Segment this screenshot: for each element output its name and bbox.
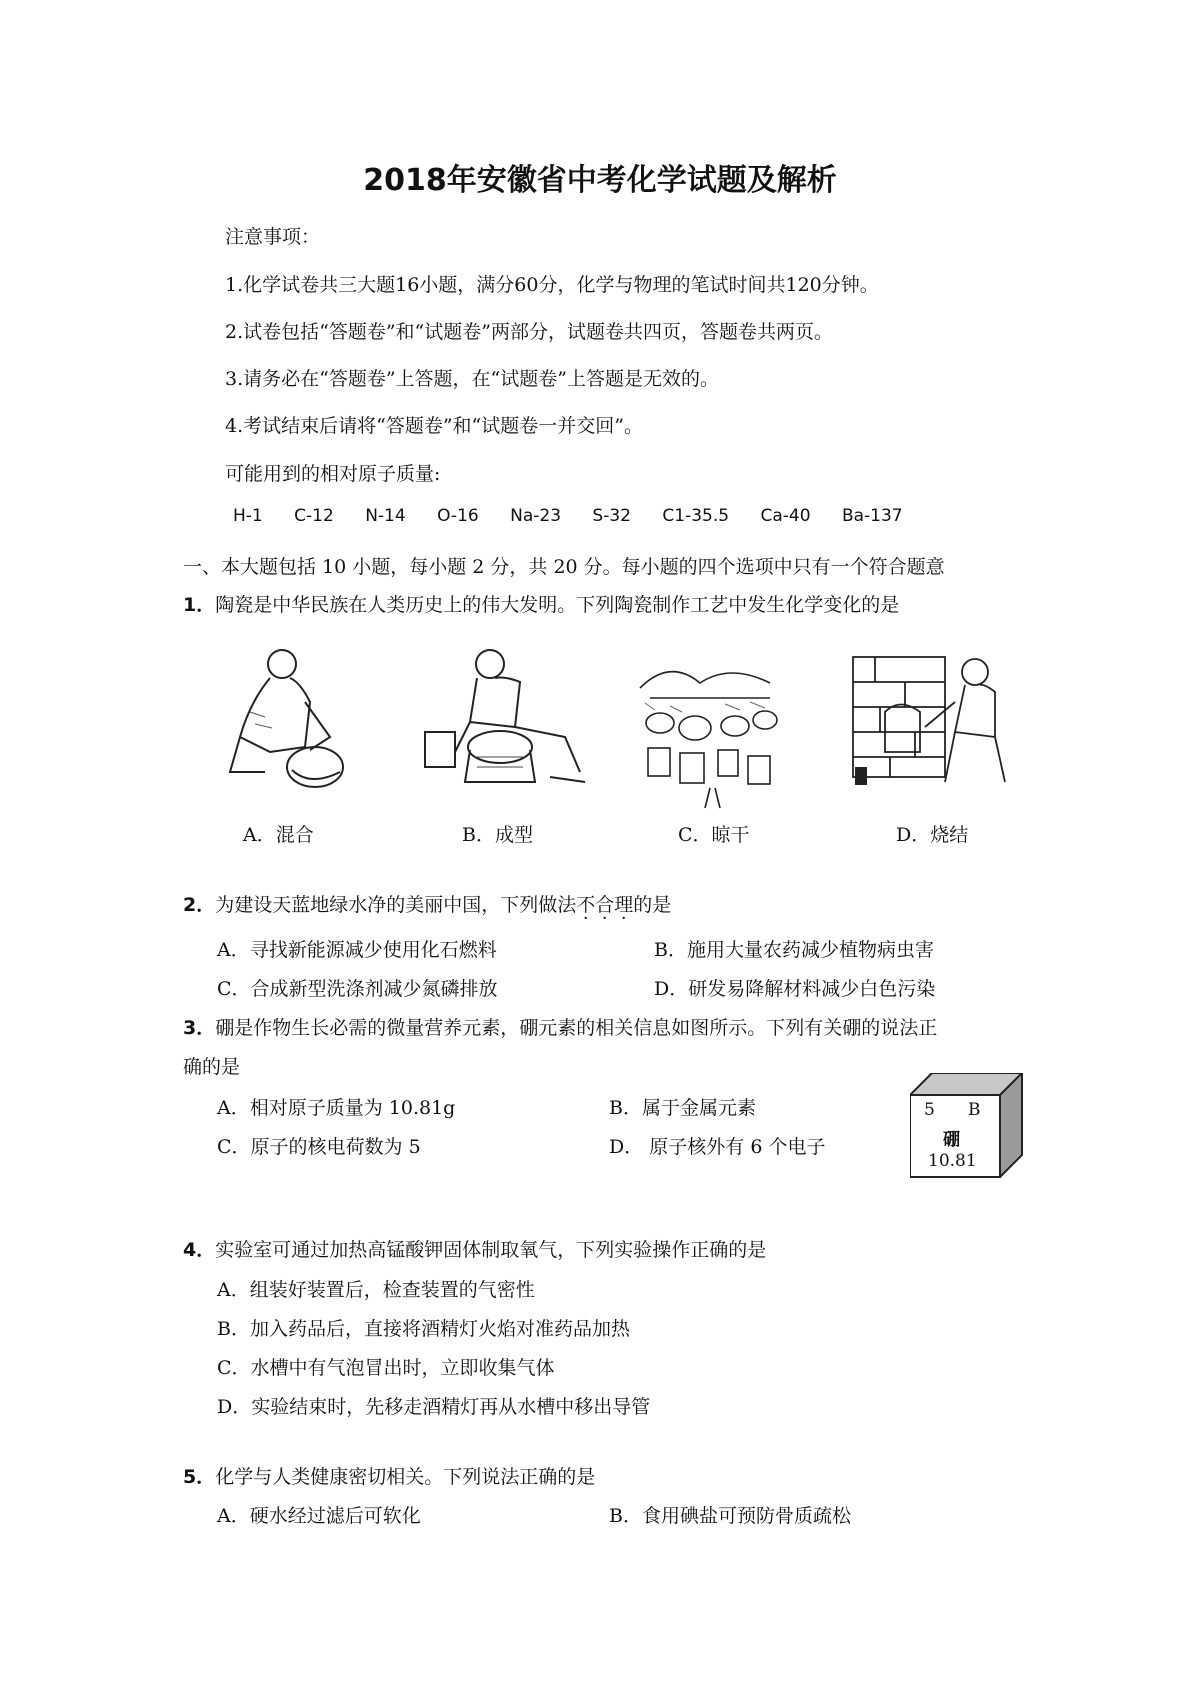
question-4: [183, 1235, 766, 1262]
q2-option-d: D．研发易降解材料减少白色污染: [654, 978, 936, 1000]
q3-option-d: D． 原子核外有 6 个电子: [609, 1136, 826, 1158]
q4-option-a: A．组装好装置后，检查装置的气密性: [217, 1279, 535, 1301]
question-3-text-1: 硼是作物生长必需的微量营养元素，硼元素的相关信息如图所示。下列有关硼的说法正: [215, 1017, 938, 1039]
question-1-text: 陶瓷是中华民族在人类历史上的伟大发明。下列陶瓷制作工艺中发生化学变化的是: [215, 594, 900, 616]
emphasis-char-3: 理: [614, 894, 634, 916]
question-4-number: 4．: [183, 1239, 216, 1261]
question-4-text: 实验室可通过加热高锰酸钾固体制取氧气，下列实验操作正确的是: [215, 1239, 767, 1261]
mass-h: H-1: [233, 506, 263, 526]
element-atomic-number: 5: [924, 1100, 935, 1120]
question-1-number: 1．: [183, 594, 216, 616]
q1-option-d: D．烧结: [896, 824, 969, 846]
mass-ba: Ba-137: [841, 506, 903, 526]
notice-heading: 注意事项：: [225, 226, 321, 248]
page-title: 2018年安徽省中考化学试题及解析: [363, 163, 837, 198]
question-2-text-end: 的是: [633, 894, 672, 916]
q3-option-a: A．相对原子质量为 10.81g: [217, 1097, 456, 1119]
illustration-drying: [630, 648, 790, 813]
notice-item-2: 2.试卷包括“答题卷”和“试题卷”两部分，试题卷共四页，答题卷共两页。: [225, 321, 833, 343]
question-3-number: 3．: [183, 1017, 216, 1039]
question-2-text: 为建设天蓝地绿水净的美丽中国，下列做法: [215, 894, 577, 916]
section-1-heading: 一、本大题包括 10 小题，每小题 2 分，共 20 分。每小题的四个选项中只有一个符合题意: [183, 556, 945, 578]
q4-option-c: C．水槽中有气泡冒出时，立即收集气体: [217, 1357, 555, 1379]
q4-option-b: B．加入药品后，直接将酒精灯火焰对准药品加热: [217, 1318, 630, 1340]
q2-option-c: C．合成新型洗涤剂减少氮磷排放: [217, 978, 498, 1000]
emphasis-char-1: 不: [576, 894, 596, 916]
illustration-shaping: [415, 642, 595, 802]
q3-option-c: C．原子的核电荷数为 5: [217, 1136, 421, 1158]
question-2: [183, 890, 671, 917]
mass-na: Na-23: [510, 506, 562, 526]
q5-option-a: A．硬水经过滤后可软化: [217, 1505, 421, 1527]
question-5-text: 化学与人类健康密切相关。下列说法正确的是: [215, 1466, 596, 1488]
mass-c: C-12: [294, 506, 334, 526]
notice-item-1: 1.化学试卷共三大题16小题，满分60分，化学与物理的笔试时间共120分钟。: [225, 274, 879, 296]
question-3-text-2: 确的是: [183, 1056, 241, 1078]
element-mass: 10.81: [928, 1151, 977, 1171]
question-1: [183, 590, 899, 617]
q1-option-a: A．混合: [243, 824, 314, 846]
question-5-number: 5．: [183, 1466, 216, 1488]
mass-o: O-16: [437, 506, 479, 526]
q3-option-b: B．属于金属元素: [609, 1097, 756, 1119]
q1-option-c: C．晾干: [678, 824, 750, 846]
masses-heading: 可能用到的相对原子质量:: [225, 463, 441, 485]
boron-element-card: [910, 1073, 1030, 1178]
question-2-number: 2．: [183, 894, 216, 916]
element-symbol: B: [968, 1100, 981, 1120]
mass-ca: Ca-40: [760, 506, 811, 526]
q1-option-b: B．成型: [462, 824, 533, 846]
mass-cl: C1-35.5: [662, 506, 730, 526]
notice-item-3: 3.请务必在“答题卷”上答题，在“试题卷”上答题是无效的。: [225, 368, 719, 390]
question-5: [183, 1462, 595, 1489]
notice-item-4: 4.考试结束后请将“答题卷”和“试题卷一并交回”。: [225, 415, 643, 437]
q2-option-a: A．寻找新能源减少使用化石燃料: [217, 939, 497, 961]
illustration-mixing: [210, 642, 360, 802]
mass-s: S-32: [592, 506, 631, 526]
illustration-sintering: [845, 642, 1025, 792]
question-3: [183, 1013, 937, 1040]
emphasis-char-2: 合: [595, 894, 615, 916]
atomic-masses: [233, 506, 929, 526]
q5-option-b: B．食用碘盐可预防骨质疏松: [609, 1505, 851, 1527]
q4-option-d: D．实验结束时，先移走酒精灯再从水槽中移出导管: [217, 1396, 651, 1418]
mass-n: N-14: [365, 506, 406, 526]
q2-option-b: B．施用大量农药减少植物病虫害: [654, 939, 934, 961]
element-name: 硼: [943, 1130, 960, 1150]
